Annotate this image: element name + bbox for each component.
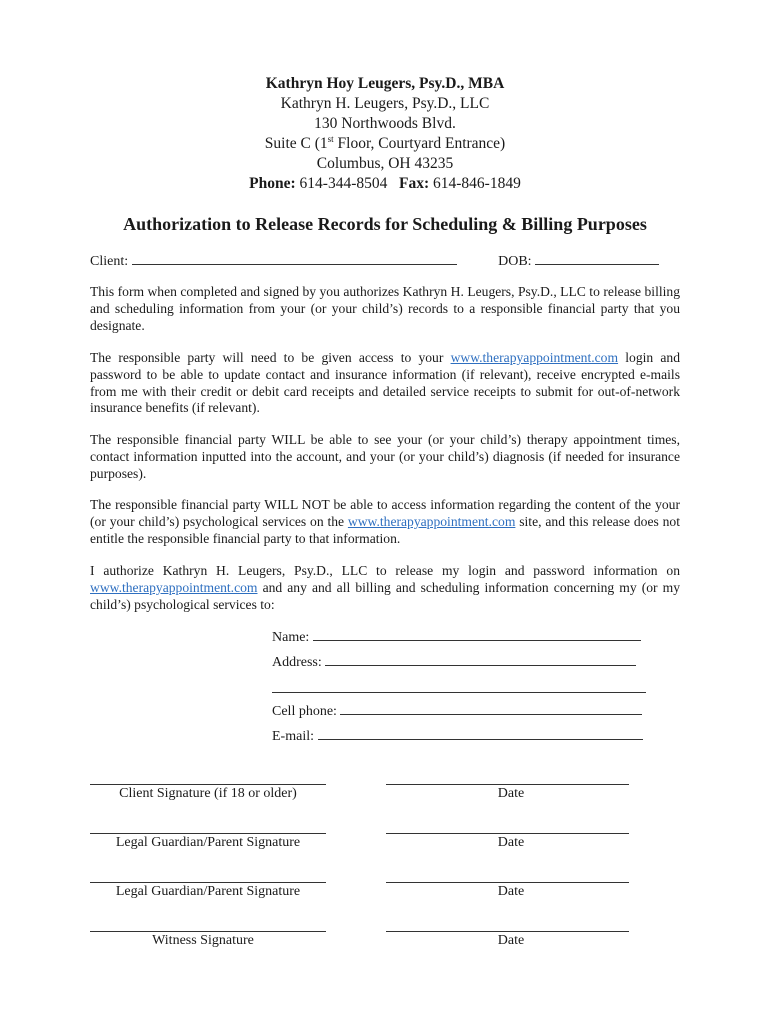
email-label: E-mail:: [272, 729, 314, 744]
phone-label: Phone:: [249, 175, 296, 192]
therapyappointment-link[interactable]: www.therapyappointment.com: [90, 579, 258, 595]
client-row: [90, 252, 680, 270]
guardian-signature-label-1: Legal Guardian/Parent Signature: [115, 835, 301, 850]
client-signature-label: Client Signature (if 18 or older): [119, 786, 297, 801]
client-signature-line[interactable]: [90, 784, 326, 785]
paragraph-will-not: The responsible financial party WILL NOT be able to access information regarding the content of the your (or your child’s) psychological services on the www.therapyappointment.com site, and this release does not entitle the responsible financial party to that information.: [90, 497, 680, 546]
guardian-date-label-2: Date: [497, 884, 525, 899]
witness-signature-label: Witness Signature: [152, 933, 254, 948]
witness-signature-line[interactable]: [90, 931, 326, 932]
witness-date-line[interactable]: [386, 931, 629, 932]
address-label: Address:: [272, 655, 322, 670]
fax-label: Fax:: [398, 175, 430, 192]
address-field[interactable]: [325, 653, 636, 666]
guardian-date-label-1: Date: [497, 835, 525, 850]
client-label: Client:: [90, 254, 129, 269]
name-field[interactable]: [313, 628, 641, 641]
therapyappointment-link[interactable]: www.therapyappointment.com: [450, 350, 619, 365]
contact-line: [0, 174, 770, 194]
client-field[interactable]: [132, 252, 457, 265]
recipient-cell-row: [272, 702, 642, 720]
cell-phone-label: Cell phone:: [272, 704, 337, 719]
therapyappointment-link[interactable]: www.therapyappointment.com: [347, 513, 516, 529]
paragraph-authorization: This form when completed and signed by you authorizes Kathryn H. Leugers, Psy.D., LLC to release billing and scheduling information from your (or your child’s) records to a responsible financial party that you designate.: [90, 284, 680, 333]
cell-phone-field[interactable]: [340, 702, 642, 715]
recipient-address-row: [272, 653, 636, 671]
name-label: Name:: [272, 630, 310, 645]
phone-number: 614-344-8504: [299, 175, 388, 192]
fax-number: 614-846-1849: [433, 175, 521, 192]
client-date-line[interactable]: [386, 784, 629, 785]
paragraph-access: The responsible party will need to be given access to your www.therapyappointment.com login and password to be able to update contact and insurance information (if relevant), receive encrypted e-mails from me with their credit or debit card receipts and detailed service receipts to submit for out-of-network insurance benefits (if relevant).: [90, 350, 680, 416]
guardian-signature-line-2[interactable]: [90, 882, 326, 883]
paragraph-release: I authorize Kathryn H. Leugers, Psy.D., LLC to release my login and password information on www.therapyappointment.com and any and all billing and scheduling information concerning my (or my child’s) psychological services to:: [90, 563, 680, 612]
recipient-email-row: [272, 727, 643, 745]
email-field[interactable]: [318, 727, 643, 740]
form-title: Authorization to Release Records for Scheduling & Billing Purposes: [123, 214, 647, 234]
dob-field[interactable]: [535, 252, 659, 265]
paragraph-will: The responsible financial party WILL be able to see your (or your child’s) therapy appointment times, contact information inputted into the account, and your (or your child’s) diagnosis (if needed for insurance purposes).: [90, 432, 680, 481]
provider-name: Kathryn Hoy Leugers, Psy.D., MBA: [265, 75, 505, 92]
guardian-date-line-2[interactable]: [386, 882, 629, 883]
address-field-line-2[interactable]: [272, 692, 646, 693]
witness-date-label: Date: [497, 933, 525, 948]
city-line: Columbus, OH 43235: [316, 155, 454, 172]
client-date-label: Date: [497, 786, 525, 801]
dob-label: DOB:: [498, 254, 532, 269]
company-name: Kathryn H. Leugers, Psy.D., LLC: [280, 95, 490, 112]
guardian-signature-label-2: Legal Guardian/Parent Signature: [115, 884, 301, 899]
recipient-name-row: [272, 628, 641, 646]
letterhead: [0, 74, 770, 194]
suite-line: Suite C (1st Floor, Courtyard Entrance): [264, 133, 506, 152]
guardian-date-line-1[interactable]: [386, 833, 629, 834]
guardian-signature-line-1[interactable]: [90, 833, 326, 834]
street-address: 130 Northwoods Blvd.: [314, 115, 456, 132]
